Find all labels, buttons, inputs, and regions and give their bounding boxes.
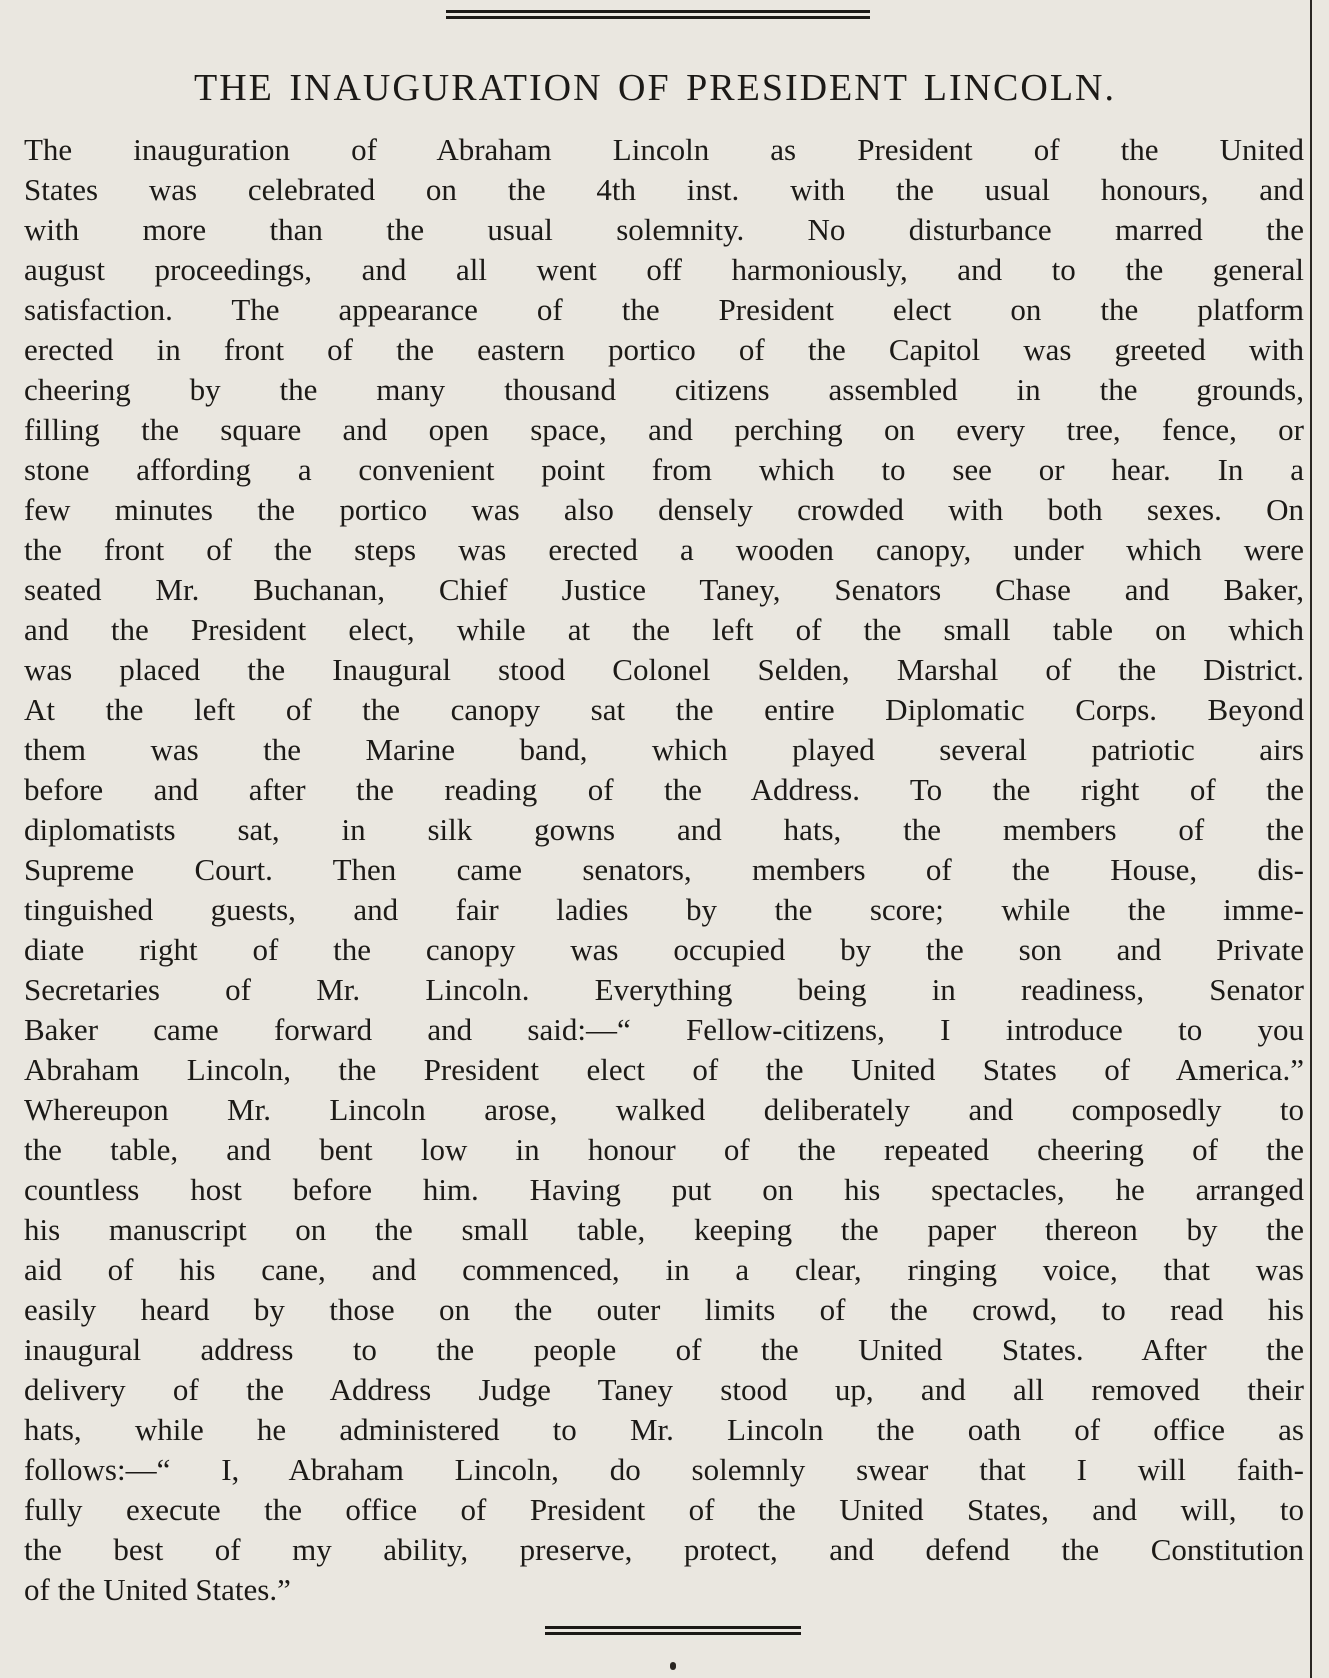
article-line: delivery of the Address Judge Taney stood up, and all removed their bbox=[24, 1372, 1304, 1407]
article-line: was placed the Inaugural stood Colonel Selden, Marshal of the District. bbox=[24, 652, 1304, 687]
article-line: Abraham Lincoln, the President elect of the United States of America.” bbox=[24, 1052, 1304, 1087]
article-line: cheering by the many thousand citizens assembled in the grounds, bbox=[24, 372, 1304, 407]
bottom-double-rule bbox=[545, 1626, 801, 1635]
top-double-rule bbox=[446, 10, 870, 19]
article-line: with more than the usual solemnity. No disturbance marred the bbox=[24, 212, 1304, 247]
article-line: few minutes the portico was also densely crowded with both sexes. On bbox=[24, 492, 1304, 527]
article-body bbox=[24, 130, 1304, 1610]
article-line: The inauguration of Abraham Lincoln as President of the United bbox=[24, 132, 1304, 167]
article-line: of the United States.” bbox=[24, 1572, 291, 1607]
article-line: tinguished guests, and fair ladies by the score; while the imme- bbox=[24, 892, 1304, 927]
article-line: stone affording a convenient point from which to see or hear. In a bbox=[24, 452, 1304, 487]
article-line: hats, while he administered to Mr. Lincoln the oath of office as bbox=[24, 1412, 1304, 1447]
article-line: erected in front of the eastern portico of the Capitol was greeted with bbox=[24, 332, 1304, 367]
article-line: follows:—“ I, Abraham Lincoln, do solemnly swear that I will faith- bbox=[24, 1452, 1304, 1487]
article-line: Baker came forward and said:—“ Fellow-citizens, I introduce to you bbox=[24, 1012, 1304, 1047]
article-line: the front of the steps was erected a wooden canopy, under which were bbox=[24, 532, 1304, 567]
article-line: aid of his cane, and commenced, in a clear, ringing voice, that was bbox=[24, 1252, 1304, 1287]
article-line: Secretaries of Mr. Lincoln. Everything being in readiness, Senator bbox=[24, 972, 1304, 1007]
ink-dot bbox=[670, 1662, 676, 1670]
article-line: States was celebrated on the 4th inst. with the usual honours, and bbox=[24, 172, 1304, 207]
article-line: before and after the reading of the Address. To the right of the bbox=[24, 772, 1304, 807]
column-divider bbox=[1310, 0, 1312, 1678]
article-line: the table, and bent low in honour of the repeated cheering of the bbox=[24, 1132, 1304, 1167]
article-line: satisfaction. The appearance of the President elect on the platform bbox=[24, 292, 1304, 327]
article-line: and the President elect, while at the left of the small table on which bbox=[24, 612, 1304, 647]
article-line: Whereupon Mr. Lincoln arose, walked deliberately and composedly to bbox=[24, 1092, 1304, 1127]
article-line: them was the Marine band, which played several patriotic airs bbox=[24, 732, 1304, 767]
article-line: At the left of the canopy sat the entire Diplomatic Corps. Beyond bbox=[24, 692, 1304, 727]
article-line: seated Mr. Buchanan, Chief Justice Taney, Senators Chase and Baker, bbox=[24, 572, 1304, 607]
article-headline: THE INAUGURATION OF PRESIDENT LINCOLN. bbox=[194, 67, 1116, 109]
article-line: fully execute the office of President of the United States, and will, to bbox=[24, 1492, 1304, 1527]
article-line: countless host before him. Having put on his spectacles, he arranged bbox=[24, 1172, 1304, 1207]
article-line: inaugural address to the people of the United States. After the bbox=[24, 1332, 1304, 1367]
article-line: his manuscript on the small table, keeping the paper thereon by the bbox=[24, 1212, 1304, 1247]
article-line: filling the square and open space, and perching on every tree, fence, or bbox=[24, 412, 1304, 447]
article-line: Supreme Court. Then came senators, members of the House, dis- bbox=[24, 852, 1304, 887]
article-line: the best of my ability, preserve, protect, and defend the Constitution bbox=[24, 1532, 1304, 1567]
article-line: diate right of the canopy was occupied by the son and Private bbox=[24, 932, 1304, 967]
article-line: diplomatists sat, in silk gowns and hats, the members of the bbox=[24, 812, 1304, 847]
article-line: august proceedings, and all went off harmoniously, and to the general bbox=[24, 252, 1304, 287]
article-line: easily heard by those on the outer limits of the crowd, to read his bbox=[24, 1292, 1304, 1327]
